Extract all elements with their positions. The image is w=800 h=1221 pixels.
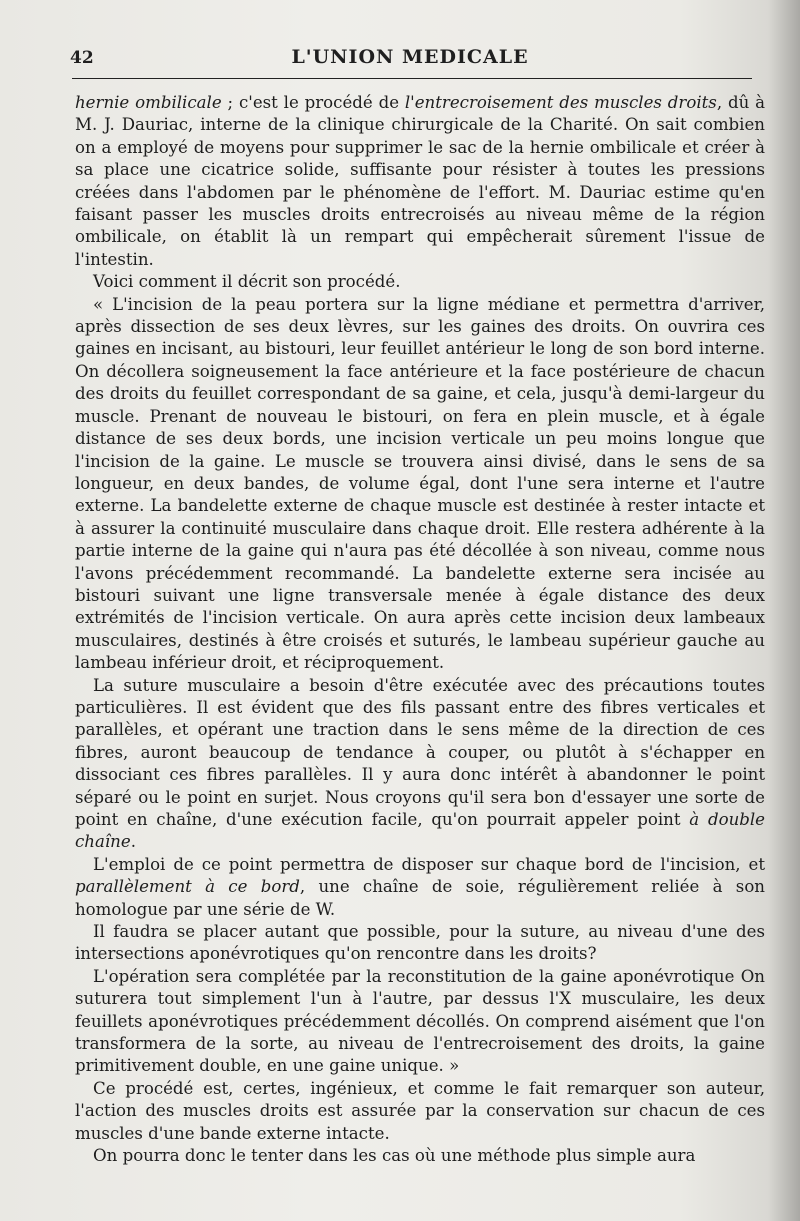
text-span: La suture musculaire a besoin d'être exécutée avec des précautions toutes particulières. Il est évident que des fils passant entre des fibres verticales et parallèles, et opérant une traction dans le sens même de la direction de ces fibres, auront beaucoup de tendance à couper, ou plutôt à s'échapper en dissociant ces fibres parallèles. Il y aura donc intérêt à abandonner le point séparé ou le point en surjet. Nous croyons qu'il sera bon d'essayer une sorte de point en chaîne, d'une exécution facile, qu'on pourrait appeler point (75, 675, 765, 829)
running-title: L'UNION MEDICALE (291, 46, 529, 68)
paragraph-1 (75, 92, 765, 271)
paragraph-5 (75, 854, 765, 921)
text-span: L'emploi de ce point permettra de disposer sur chaque bord de l'incision, et (93, 854, 765, 874)
emphasis-double-chaine: à double chaîne (75, 810, 766, 852)
text-span: , dû à M. J. Dauriac, interne de la clinique chirurgicale de la Charité. On sait combien on a employé de moyens pour supprimer le sac de la hernie ombilicale et créer à sa place une cicatrice solide, suffisante pour résister à toutes les pressions créées dans l'abdomen par le phénomène de l'effort. M. Dauriac estime qu'en faisant passer les muscles droits entrecroisés au niveau même de la région ombilicale, on établit là un rempart qui empêcherait sûrement l'issue de l'intestin. (75, 93, 765, 269)
article-body (75, 92, 765, 1168)
page-header (70, 44, 750, 74)
text-span: . (130, 832, 136, 852)
page-number: 42 (70, 48, 94, 68)
text-span: , une chaîne de soie, régulièrement reliée à son homologue par une série de W. (75, 877, 765, 919)
text-span: ; c'est le procédé de (221, 93, 405, 112)
emphasis-entrecroisement: l'entrecroisement des muscles droits (404, 93, 717, 112)
paragraph-4 (75, 675, 765, 854)
header-rule (72, 78, 752, 79)
emphasis-hernie: hernie ombilicale (75, 93, 222, 112)
paragraph-3: « L'incision de la peau portera sur la ligne médiane et permettra d'arriver, après dissection de ses deux lèvres, sur les gaines des droits. On ouvrira ces gaines en incisant, au bistouri, leur feuillet antérieur le long de son bord interne. On décollera soigneusement la face antérieure et la face postérieure de chacun des droits du feuillet correspondant de sa gaine, et cela, jusqu'à demi-largeur du muscle. Prenant de nouveau le bistouri, on fera en plein muscle, et à égale distance de ses deux bords, une incision verticale un peu moins longue que l'incision de la gaine. Le muscle se trouvera ainsi divisé, dans le sens de sa longueur, en deux bandes, de volume égal, dont l'une sera interne et l'autre externe. La bandelette externe de chaque muscle est destinée à rester intacte et à assurer la continuité musculaire dans chaque droit. Elle restera adhérente à la partie interne de la gaine qui n'aura pas été décollée à son niveau, comme nous l'avons précédemment recommandé. La bandelette externe sera incisée au bistouri suivant une ligne transversale menée à égale distance des deux extrémités de l'incision verticale. On aura après cette incision deux lambeaux musculaires, destinés à être croisés et suturés, le lambeau supérieur gauche au lambeau inférieur droit, et réciproquement. (75, 294, 765, 673)
paragraph-2: Voici comment il décrit son procédé. (93, 272, 401, 292)
paragraph-9: On pourra donc le tenter dans les cas où une méthode plus simple aura (93, 1146, 696, 1166)
paragraph-8: Ce procédé est, certes, ingénieux, et comme le fait remarquer son auteur, l'action des muscles droits est assurée par la conservation sur chacun de ces muscles d'une bande externe intacte. (75, 1078, 765, 1143)
paragraph-6: Il faudra se placer autant que possible, pour la suture, au niveau d'une des intersections aponévrotiques qu'on rencontre dans les droits? (75, 922, 765, 964)
emphasis-parallelement: parallèlement à ce bord (75, 877, 300, 897)
paragraph-7: L'opération sera complétée par la reconstitution de la gaine aponévrotique On suturera tout simplement l'un à l'autre, par dessus l'X musculaire, les deux feuillets aponévrotiques précédemment décollés. On comprend aisément que l'on transformera de la sorte, au niveau de l'entrecroisement des droits, la gaine primitivement double, en une gaine unique. » (75, 966, 765, 1076)
